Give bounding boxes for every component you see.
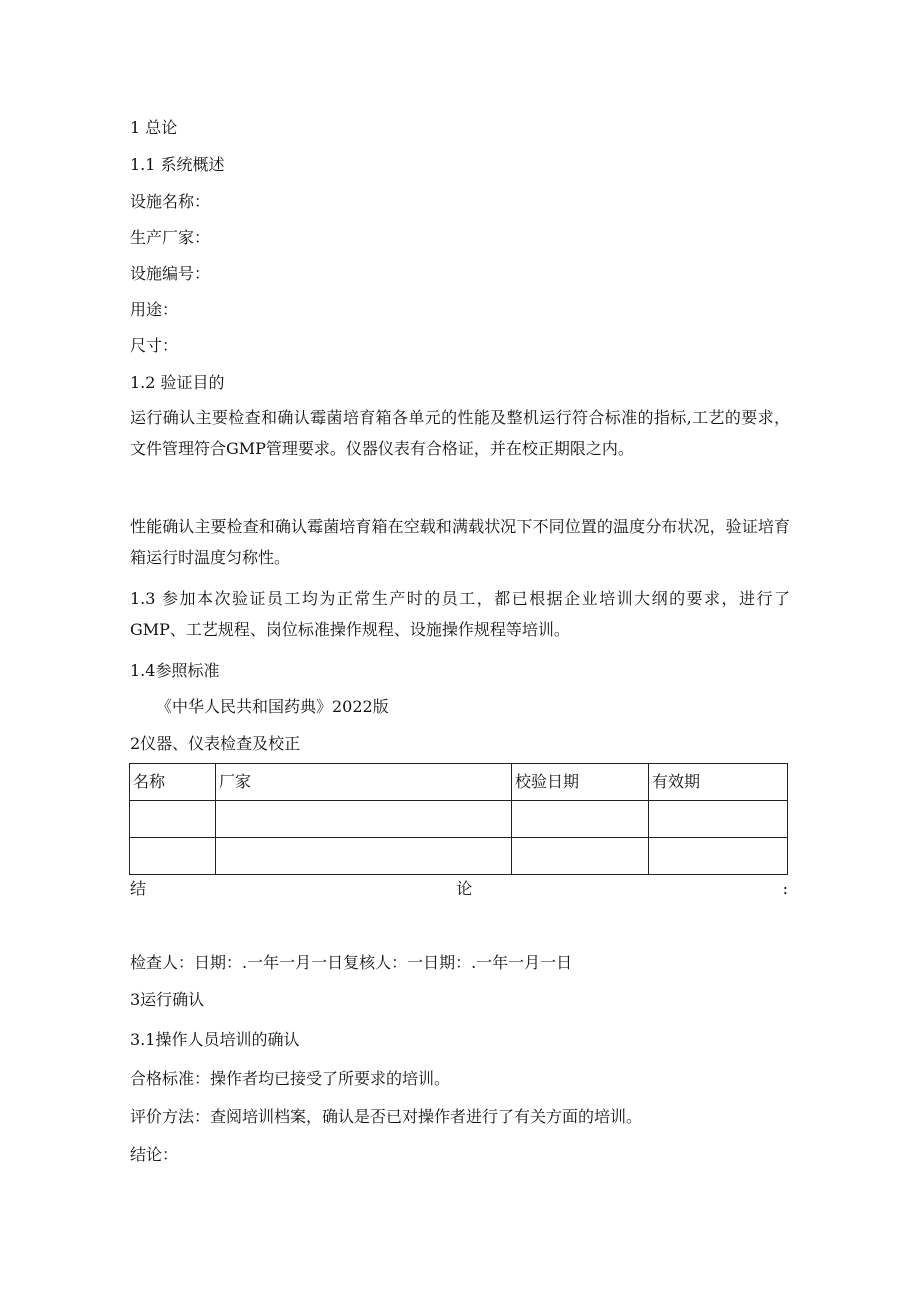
- conclusion-char-1: 结: [130, 879, 147, 898]
- field-facility-number: 设施编号：: [130, 264, 211, 283]
- table-row: [130, 838, 788, 875]
- purpose-paragraph-1: 运行确认主要检查和确认霉菌培育箱各单元的性能及整机运行符合标准的指标,工艺的要求，文件管理符合GMP管理要求。仪器仪表有合格证，并在校正期限之内。: [130, 408, 790, 458]
- col-header-validity: 有效期: [649, 764, 788, 801]
- table-cell: [216, 801, 512, 838]
- acceptance-standard: 合格标准：操作者均已接受了所要求的培训。: [130, 1069, 451, 1088]
- section-3-conclusion: 结论：: [130, 1145, 179, 1164]
- conclusion-colon: :: [782, 879, 788, 898]
- col-header-name: 名称: [130, 764, 216, 801]
- col-header-calibration-date: 校验日期: [512, 764, 649, 801]
- field-size: 尺寸：: [130, 336, 179, 355]
- table-cell: [216, 838, 512, 875]
- table-cell: [130, 801, 216, 838]
- table-cell: [649, 838, 788, 875]
- purpose-paragraph-2: 性能确认主要检查和确认霉菌培育箱在空载和满载状况下不同位置的温度分布状况，验证培育箱运行时温度匀称性。: [130, 517, 790, 567]
- section-3-1-heading: 3.1操作人员培训的确认: [130, 1030, 300, 1049]
- table-cell: [512, 838, 649, 875]
- field-manufacturer: 生产厂家：: [130, 228, 211, 247]
- table-cell: [512, 801, 649, 838]
- section-1-4-heading: 1.4参照标准: [130, 661, 220, 680]
- section-1-3-paragraph: 1.3 参加本次验证员工均为正常生产时的员工，都已根据企业培训大纲的要求，进行了GMP、工艺规程、岗位标准操作规程、设施操作规程等培训。: [130, 589, 790, 639]
- table-row: [130, 801, 788, 838]
- evaluation-method: 评价方法：查阅培训档案，确认是否已对操作者进行了有关方面的培训。: [130, 1107, 643, 1126]
- conclusion-char-2: 论: [456, 879, 473, 898]
- instrument-table: [129, 763, 788, 875]
- table-header-row: [130, 764, 788, 801]
- section-1-1-heading: 1.1 系统概述: [130, 155, 225, 174]
- table-cell: [130, 838, 216, 875]
- reference-standard: 《中华人民共和国药典》2022版: [156, 697, 389, 716]
- section-1-heading: 1 总论: [130, 118, 178, 137]
- table-cell: [649, 801, 788, 838]
- field-purpose: 用途：: [130, 300, 179, 319]
- section-2-heading: 2仪器、仪表检查及校正: [130, 734, 301, 753]
- section-1-2-heading: 1.2 验证目的: [130, 373, 225, 392]
- field-facility-name: 设施名称：: [130, 192, 211, 211]
- table-conclusion-row: [130, 879, 788, 899]
- col-header-manufacturer: 厂家: [216, 764, 512, 801]
- section-3-heading: 3运行确认: [130, 990, 205, 1009]
- signoff-line: 检查人：日期：.一年一月一日复核人：一日期：.一年一月一日: [130, 953, 573, 972]
